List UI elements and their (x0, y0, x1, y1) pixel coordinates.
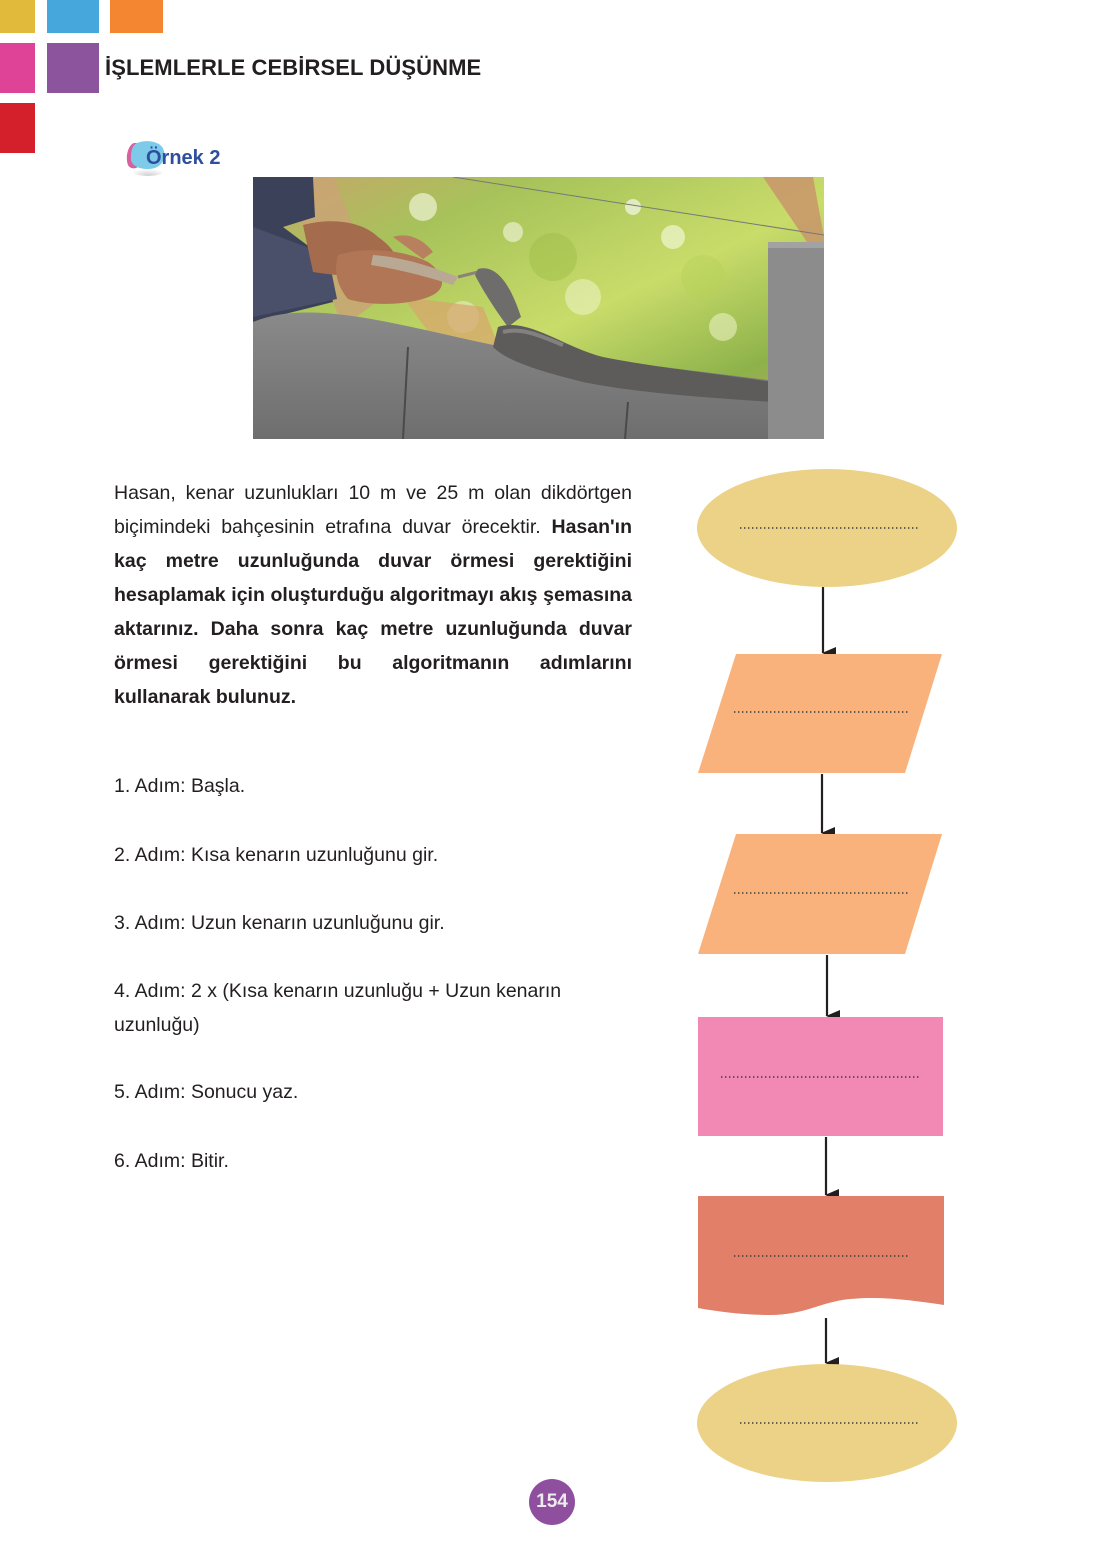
bricklaying-photo (253, 177, 824, 439)
example-label: Örnek 2 (146, 147, 221, 169)
algorithm-step-1: 1. Adım: Başla. (114, 775, 246, 797)
unit-title: İŞLEMLERLE CEBİRSEL DÜŞÜNME (105, 55, 482, 80)
algorithm-step-6: 6. Adım: Bitir. (114, 1150, 229, 1172)
problem-question: Hasan'ın kaç metre uzunluğunda duvar örmesi gerektiğini hesaplamak için oluşturduğu algoritmayı akış şemasına aktarınız. Daha sonra kaç metre uzunluğunda duvar örmesi gerektiğini bu algoritmanın adımlarını kullanarak bulunuz. (114, 516, 632, 708)
example-badge (124, 137, 254, 181)
algorithm-step-4-continued: uzunluğu) (114, 1014, 200, 1036)
decor-square-red (0, 103, 35, 153)
algorithm-step-4: 4. Adım: 2 x (Kısa kenarın uzunluğu + Uzun kenarın (114, 980, 562, 1002)
flowchart-end-terminal[interactable] (697, 1364, 957, 1482)
decor-square-orange (110, 0, 163, 33)
flowchart-input-short-side[interactable] (698, 654, 942, 773)
decor-square-blue (47, 0, 99, 33)
algorithm-step-5: 5. Adım: Sonucu yaz. (114, 1081, 299, 1103)
bricklaying-illustration (253, 177, 824, 439)
flowchart-output-result[interactable] (698, 1196, 944, 1315)
decor-square-pink (0, 43, 35, 93)
page-number: 154 (529, 1479, 575, 1525)
algorithm-step-3: 3. Adım: Uzun kenarın uzunluğunu gir. (114, 912, 445, 934)
flowchart-process-perimeter[interactable] (698, 1017, 943, 1136)
flowchart-input-long-side[interactable] (698, 834, 942, 954)
flowchart-start-terminal[interactable] (697, 469, 957, 587)
decor-square-yellow (0, 0, 35, 33)
problem-statement (114, 476, 632, 714)
decor-square-purple (47, 43, 99, 93)
problem-intro: Hasan, kenar uzunlukları 10 m ve 25 m olan dikdörtgen biçimindeki bahçesinin etrafına duvar örecektir. (114, 482, 632, 538)
algorithm-step-2: 2. Adım: Kısa kenarın uzunluğunu gir. (114, 844, 439, 866)
